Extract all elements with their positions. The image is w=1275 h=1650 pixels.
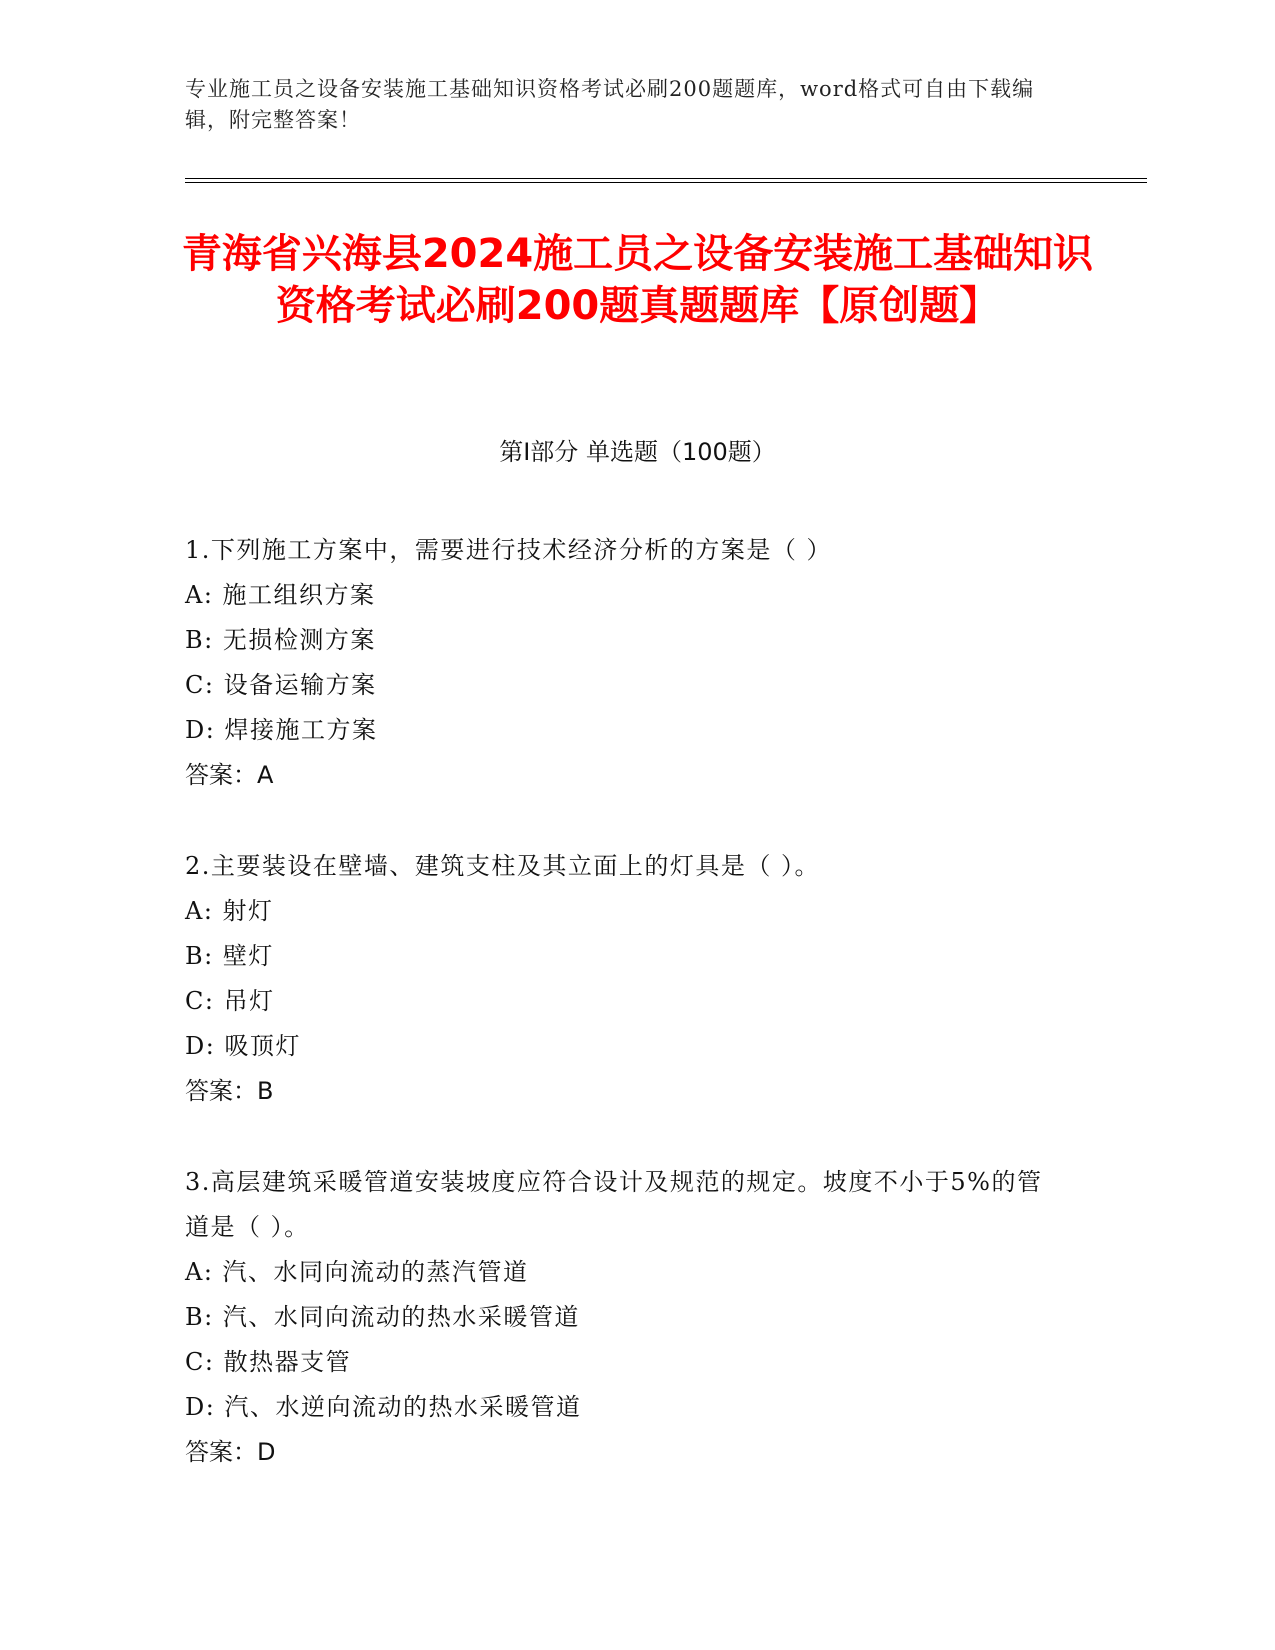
question-list [185, 528, 1065, 1521]
answer: 答案：A [185, 761, 274, 789]
question-3 [185, 1160, 1065, 1475]
question-stem: 2.主要装设在壁墙、建筑支柱及其立面上的灯具是（ ）。 [185, 852, 821, 880]
option-b: B: 无损检测方案 [185, 626, 376, 654]
option-d: D: 汽、水逆向流动的热水采暖管道 [185, 1393, 582, 1421]
answer: 答案：B [185, 1077, 274, 1105]
question-stem: 3.高层建筑采暖管道安装坡度应符合设计及规范的规定。坡度不小于5%的管道是（ ）。 [185, 1168, 1043, 1241]
option-a: A: 施工组织方案 [185, 581, 376, 609]
header-divider-top [185, 178, 1147, 179]
option-b: B: 汽、水同向流动的热水采暖管道 [185, 1303, 580, 1331]
question-stem: 1.下列施工方案中，需要进行技术经济分析的方案是（ ） [185, 536, 833, 564]
option-d: D: 焊接施工方案 [185, 716, 378, 744]
option-c: C: 设备运输方案 [185, 671, 377, 699]
option-d: D: 吸顶灯 [185, 1032, 301, 1060]
option-a: A: 汽、水同向流动的蒸汽管道 [185, 1258, 529, 1286]
option-c: C: 吊灯 [185, 987, 275, 1015]
header-note: 专业施工员之设备安装施工基础知识资格考试必刷200题题库，word格式可自由下载编辑，附完整答案！ [185, 77, 1035, 132]
answer: 答案：D [185, 1438, 276, 1466]
option-b: B: 壁灯 [185, 942, 274, 970]
question-2 [185, 844, 1065, 1114]
question-1 [185, 528, 1065, 798]
section-title: 第Ⅰ部分 单选题（100题） [499, 438, 776, 466]
document-title: 青海省兴海县2024施工员之设备安装施工基础知识资格考试必刷200题真题题库【原创题】 [181, 231, 1094, 329]
option-a: A: 射灯 [185, 897, 274, 925]
header-divider-bottom [185, 182, 1147, 183]
option-c: C: 散热器支管 [185, 1348, 352, 1376]
